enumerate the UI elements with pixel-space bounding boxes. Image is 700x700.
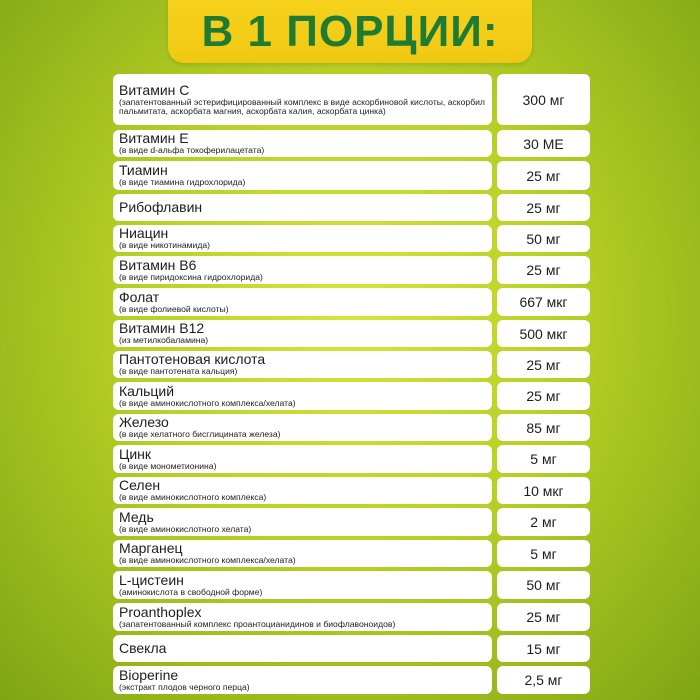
- nutrient-name: Фолат: [119, 288, 160, 305]
- nutrient-name: Витамин Е: [119, 130, 189, 147]
- nutrient-amount: 25 мг: [497, 194, 590, 221]
- nutrient-amount: 2 мг: [497, 508, 590, 536]
- nutrient-name-cell: [113, 225, 492, 252]
- table-row: [113, 130, 590, 157]
- nutrient-name-cell: [113, 74, 492, 125]
- nutrient-name: Рибофлавин: [119, 199, 203, 215]
- nutrient-name-cell: [113, 130, 492, 157]
- table-row: [113, 477, 590, 504]
- nutrient-description: (в виде d-альфа токоферилацетата): [119, 145, 265, 156]
- table-row: [113, 445, 590, 473]
- nutrient-description: (в виде монометионина): [119, 460, 217, 471]
- table-row: [113, 225, 590, 252]
- nutrient-amount: 667 мкг: [497, 288, 590, 316]
- table-row: [113, 382, 590, 410]
- nutrient-description: (в виде аминокислотного комплекса/хелата): [119, 555, 296, 566]
- nutrient-name-cell: [113, 571, 492, 599]
- nutrient-name: Пантотеновая кислота: [119, 351, 266, 368]
- nutrient-name: Цинк: [119, 445, 152, 462]
- nutrient-description: (в виде фолиевой кислоты): [119, 303, 229, 314]
- table-row: [113, 540, 590, 567]
- nutrient-amount: 300 мг: [497, 74, 590, 125]
- nutrient-name-cell: [113, 288, 492, 316]
- nutrient-amount: 10 мкг: [497, 477, 590, 504]
- table-row: [113, 351, 590, 378]
- nutrient-description: (аминокислота в свободной форме): [119, 586, 263, 597]
- table-row: [113, 288, 590, 316]
- nutrient-name-cell: [113, 161, 492, 190]
- nutrient-description: (в виде пиридоксина гидрохлорида): [119, 271, 263, 282]
- page-title: В 1 ПОРЦИИ:: [201, 6, 499, 56]
- nutrient-name: Медь: [119, 508, 154, 525]
- nutrient-amount: 25 мг: [497, 603, 590, 631]
- nutrient-name: Тиамин: [119, 162, 168, 179]
- nutrient-amount: 50 мг: [497, 225, 590, 252]
- table-row: [113, 603, 590, 631]
- table-row: [113, 414, 590, 441]
- table-row: [113, 635, 590, 662]
- header-banner: [168, 0, 532, 63]
- nutrient-description: (запатентованный эстерифицированный комплекс в виде аскорбиновой кислоты, аскорбил пальмитата, аскорбата магния, аскорбата калия, аскорбата цинка): [119, 96, 485, 116]
- nutrient-name: Витамин B6: [119, 256, 197, 273]
- nutrient-amount: 85 мг: [497, 414, 590, 441]
- nutrient-name: Селен: [119, 477, 161, 494]
- table-row: [113, 74, 590, 125]
- nutrient-description: (в виде пантотената кальция): [119, 366, 238, 377]
- nutrient-name: Витамин B12: [119, 320, 205, 337]
- nutrient-name: Ниацин: [119, 225, 169, 242]
- nutrient-name: L-цистеин: [119, 571, 184, 588]
- nutrient-name-cell: [113, 256, 492, 284]
- nutrient-description: (в виде аминокислотного комплекса/хелата): [119, 397, 296, 408]
- nutrient-name: Bioperine: [119, 666, 179, 683]
- nutrient-name-cell: [113, 508, 492, 536]
- nutrient-name-cell: [113, 351, 492, 378]
- table-row: [113, 666, 590, 694]
- nutrient-amount: 25 мг: [497, 382, 590, 410]
- table-row: [113, 194, 590, 221]
- nutrient-name-cell: [113, 477, 492, 504]
- nutrient-name-cell: [113, 445, 492, 473]
- nutrient-description: (в виде аминокислотного комплекса): [119, 492, 267, 503]
- nutrient-description: (из метилкобаламина): [119, 335, 209, 346]
- nutrient-amount: 25 мг: [497, 256, 590, 284]
- nutrient-amount: 2,5 мг: [497, 666, 590, 694]
- nutrient-name: Кальций: [119, 382, 175, 399]
- nutrient-description: (в виде хелатного бисглицината железа): [119, 429, 281, 440]
- table-row: [113, 256, 590, 284]
- nutrient-name: Марганец: [119, 540, 183, 557]
- nutrient-name-cell: [113, 635, 492, 662]
- nutrient-description: (запатентованный комплекс проантоцианидинов и биофлавоноидов): [119, 618, 396, 629]
- table-row: [113, 161, 590, 190]
- table-row: [113, 571, 590, 599]
- nutrient-name: Витамин C: [119, 81, 190, 98]
- nutrient-amount: 500 мкг: [497, 320, 590, 347]
- nutrient-description: (в виде никотинамида): [119, 240, 210, 251]
- nutrient-description: (в виде аминокислотного хелата): [119, 523, 252, 534]
- nutrient-name-cell: [113, 320, 492, 347]
- nutrient-amount: 50 мг: [497, 571, 590, 599]
- nutrient-name-cell: [113, 194, 492, 221]
- nutrient-amount: 5 мг: [497, 540, 590, 567]
- nutrient-name-cell: [113, 540, 492, 567]
- nutrient-name-cell: [113, 382, 492, 410]
- nutrient-description: (экстракт плодов черного перца): [119, 681, 250, 692]
- table-row: [113, 320, 590, 347]
- nutrient-amount: 5 мг: [497, 445, 590, 473]
- nutrient-name-cell: [113, 414, 492, 441]
- nutrient-name-cell: [113, 603, 492, 631]
- nutrient-name-cell: [113, 666, 492, 694]
- nutrient-description: (в виде тиамина гидрохлорида): [119, 177, 246, 188]
- nutrient-amount: 25 мг: [497, 351, 590, 378]
- nutrient-name: Свекла: [119, 640, 167, 656]
- nutrient-amount: 25 мг: [497, 161, 590, 190]
- nutrient-amount: 15 мг: [497, 635, 590, 662]
- table-row: [113, 508, 590, 536]
- nutrient-name: Железо: [119, 414, 169, 431]
- nutrient-amount: 30 МЕ: [497, 130, 590, 157]
- nutrient-name: Proanthoplex: [119, 603, 202, 620]
